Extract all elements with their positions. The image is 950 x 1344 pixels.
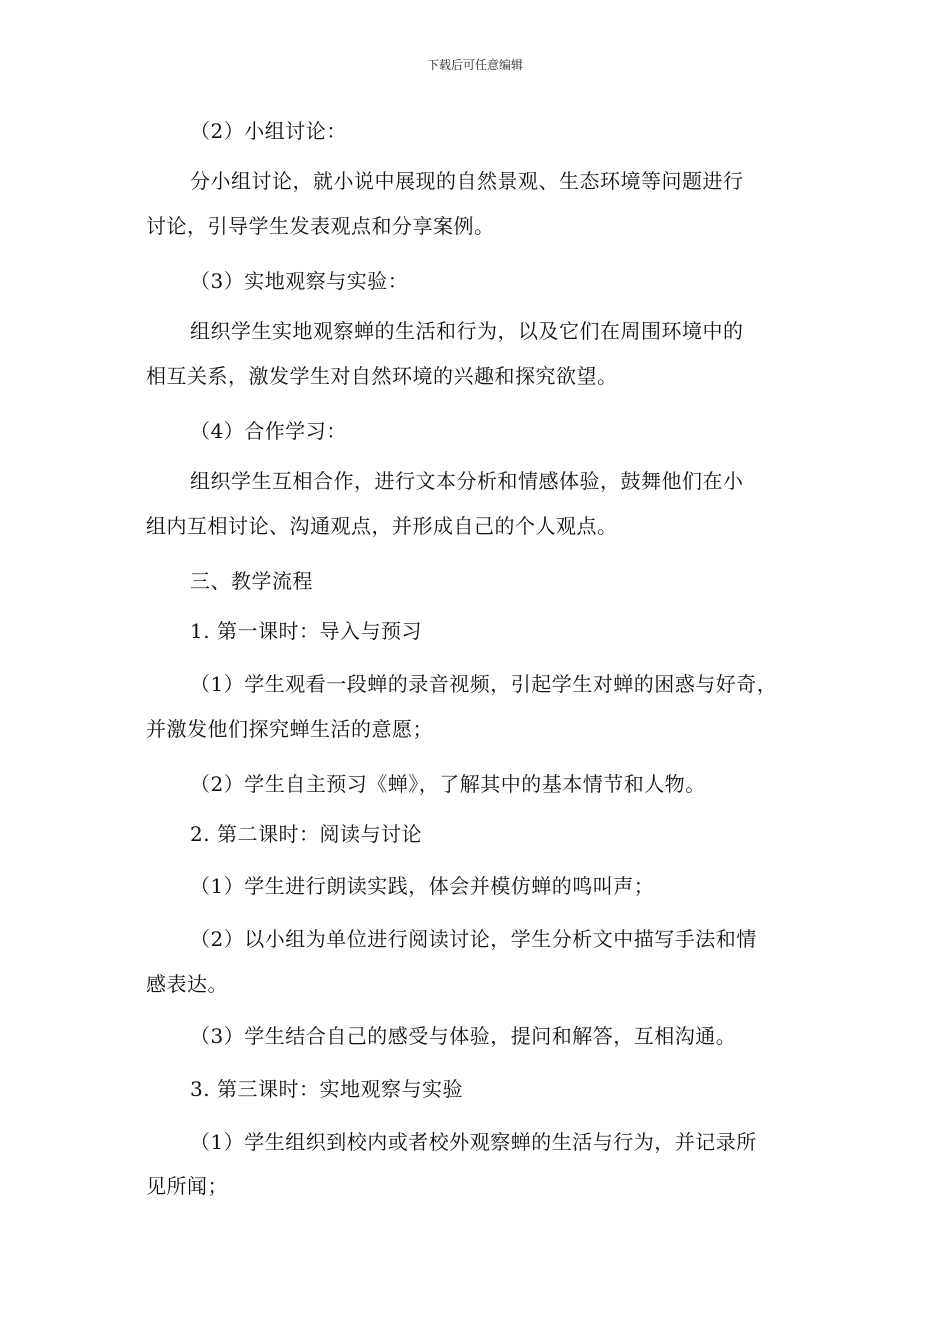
paragraph-line: 相互关系，激发学生对自然环境的兴趣和探究欲望。 [146, 364, 618, 388]
lesson-heading-3: 3. 第三课时：实地观察与实验 [190, 1077, 463, 1101]
paragraph-line: 组织学生互相合作，进行文本分析和情感体验，鼓舞他们在小 [190, 469, 744, 493]
paragraph-line: （2）学生自主预习《蝉》，了解其中的基本情节和人物。 [190, 772, 706, 796]
page-header: 下载后可任意编辑 [426, 58, 523, 72]
subheading-field-observation: （3）实地观察与实验： [190, 269, 409, 293]
section-heading-teaching-process: 三、教学流程 [190, 569, 313, 593]
lesson-heading-1: 1. 第一课时：导入与预习 [190, 619, 422, 643]
paragraph-line: （1）学生进行朗读实践，体会并模仿蝉的鸣叫声； [190, 874, 655, 898]
paragraph-line: 分小组讨论，就小说中展现的自然景观、生态环境等问题进行 [190, 169, 744, 193]
paragraph-line: 并激发他们探究蝉生活的意愿； [146, 717, 433, 741]
paragraph-line: 见所闻； [146, 1174, 228, 1198]
paragraph-line: （3）学生结合自己的感受与体验，提问和解答，互相沟通。 [190, 1024, 737, 1048]
paragraph-line: 组内互相讨论、沟通观点，并形成自己的个人观点。 [146, 514, 618, 538]
paragraph-line: （2）以小组为单位进行阅读讨论，学生分析文中描写手法和情 [190, 927, 757, 951]
subheading-cooperative-learning: （4）合作学习： [190, 419, 347, 443]
paragraph-line: 感表达。 [146, 972, 228, 996]
paragraph-line: （1）学生观看一段蝉的录音视频，引起学生对蝉的困惑与好奇， [190, 672, 778, 696]
paragraph-line: （1）学生组织到校内或者校外观察蝉的生活与行为，并记录所 [190, 1130, 757, 1154]
paragraph-line: 组织学生实地观察蝉的生活和行为，以及它们在周围环境中的 [190, 319, 744, 343]
subheading-group-discussion: （2）小组讨论： [190, 119, 347, 143]
lesson-heading-2: 2. 第二课时：阅读与讨论 [190, 822, 422, 846]
paragraph-line: 讨论，引导学生发表观点和分享案例。 [146, 214, 495, 238]
